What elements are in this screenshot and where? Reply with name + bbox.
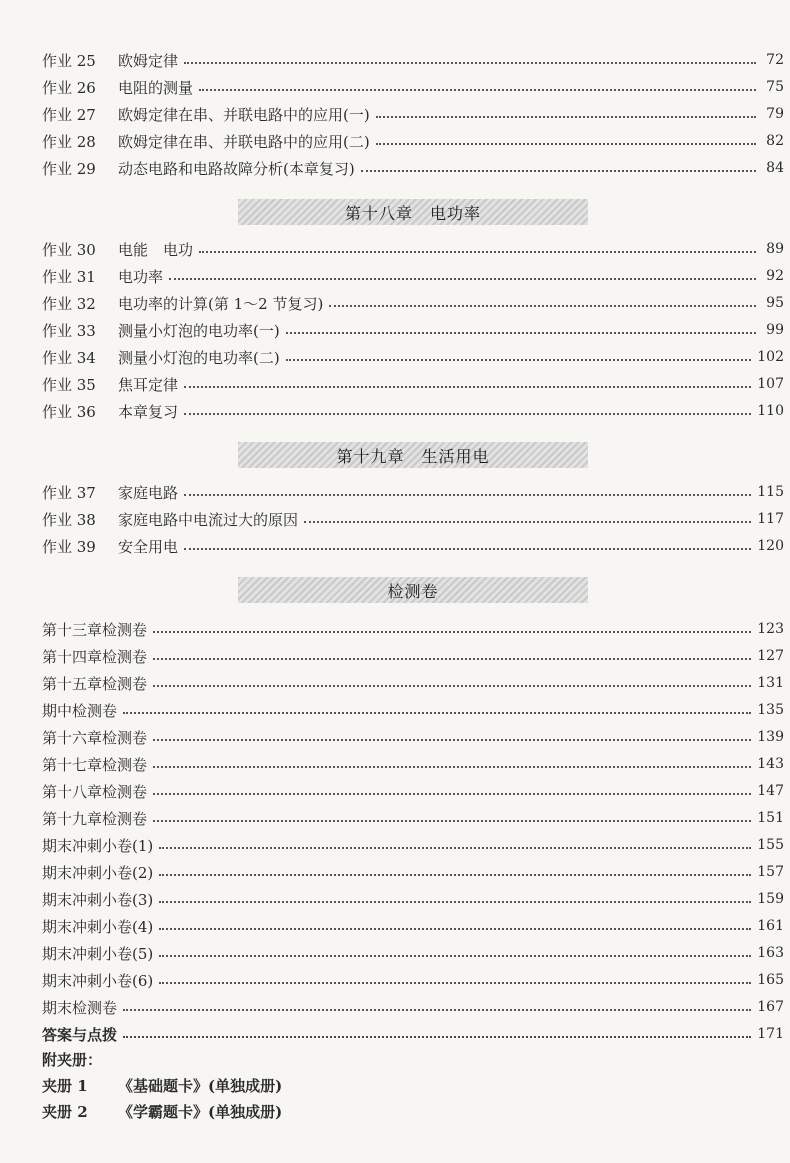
entry-page: 155 <box>757 837 784 853</box>
entry-number: 作业 37 <box>42 483 96 502</box>
dot-leader <box>184 412 751 415</box>
appendix-item <box>42 1098 282 1124</box>
entry-number: 作业 26 <box>42 78 96 97</box>
toc-entry <box>42 913 784 939</box>
entry-number: 作业 38 <box>42 510 96 529</box>
entry-page: 161 <box>757 918 784 934</box>
toc-entry <box>42 778 784 804</box>
entry-title: 欧姆定律在串、并联电路中的应用(一) <box>118 105 370 124</box>
entry-page: 135 <box>757 702 784 718</box>
dot-leader <box>159 954 751 957</box>
dot-leader <box>153 792 751 795</box>
dot-leader <box>199 250 756 253</box>
entry-number: 作业 29 <box>42 159 96 178</box>
chapter-banner: 第十九章 生活用电 <box>238 442 588 468</box>
dot-leader <box>304 520 751 523</box>
entry-page: 110 <box>757 403 784 419</box>
dot-leader <box>199 88 756 91</box>
toc-entry <box>42 479 784 505</box>
entry-number: 作业 31 <box>42 267 96 286</box>
entry-title: 期末冲刺小卷(4) <box>42 917 154 936</box>
toc-entry <box>42 886 784 912</box>
entry-page: 151 <box>757 810 784 826</box>
appendix-title: 《基础题卡》(单独成册) <box>118 1076 283 1095</box>
entry-page: 79 <box>766 106 784 122</box>
entry-title: 电能 电功 <box>118 240 194 259</box>
dot-leader <box>159 981 751 984</box>
appendix-title: 《学霸题卡》(单独成册) <box>118 1102 283 1121</box>
dot-leader <box>153 630 751 633</box>
entry-title: 焦耳定律 <box>118 375 179 394</box>
entry-page: 165 <box>757 972 784 988</box>
dot-leader <box>159 900 751 903</box>
entry-number: 作业 33 <box>42 321 96 340</box>
toc-entry <box>42 371 784 397</box>
toc-entry <box>42 832 784 858</box>
dot-leader <box>123 711 751 714</box>
entry-number: 作业 32 <box>42 294 96 313</box>
entry-page: 82 <box>766 133 784 149</box>
entry-page: 147 <box>757 783 784 799</box>
entry-page: 102 <box>757 349 784 365</box>
appendix-label: 夹册 2 <box>42 1102 88 1121</box>
toc-entry <box>42 74 784 100</box>
toc-entry <box>42 805 784 831</box>
toc-entry <box>42 697 784 723</box>
entry-title: 期末冲刺小卷(3) <box>42 890 154 909</box>
entry-page: 131 <box>757 675 784 691</box>
entry-title: 电功率的计算(第 1～2 节复习) <box>118 294 324 313</box>
entry-page: 167 <box>757 999 784 1015</box>
entry-title: 第十五章检测卷 <box>42 674 148 693</box>
entry-number: 作业 27 <box>42 105 96 124</box>
entry-page: 139 <box>757 729 784 745</box>
entry-title: 本章复习 <box>118 402 179 421</box>
entry-title: 家庭电路中电流过大的原因 <box>118 510 299 529</box>
dot-leader <box>169 277 756 280</box>
dot-leader <box>159 873 751 876</box>
dot-leader <box>159 846 751 849</box>
entry-title: 答案与点拨 <box>42 1025 118 1044</box>
dot-leader <box>123 1008 751 1011</box>
dot-leader <box>376 115 756 118</box>
toc-entry <box>42 155 784 181</box>
dot-leader <box>153 657 751 660</box>
entry-title: 动态电路和电路故障分析(本章复习) <box>118 159 355 178</box>
entry-title: 安全用电 <box>118 537 179 556</box>
entry-page: 99 <box>766 322 784 338</box>
toc-entry <box>42 101 784 127</box>
dot-leader <box>286 358 752 361</box>
entry-page: 159 <box>757 891 784 907</box>
entry-page: 143 <box>757 756 784 772</box>
toc-entry <box>42 47 784 73</box>
entry-title: 期中检测卷 <box>42 701 118 720</box>
toc-entry <box>42 751 784 777</box>
toc-entry <box>42 967 784 993</box>
appendix-heading: 附夹册： <box>42 1050 103 1069</box>
entry-page: 115 <box>757 484 784 500</box>
chapter-banner: 第十八章 电功率 <box>238 199 588 225</box>
dot-leader <box>184 61 756 64</box>
entry-title: 家庭电路 <box>118 483 179 502</box>
entry-number: 作业 34 <box>42 348 96 367</box>
entry-number: 作业 36 <box>42 402 96 421</box>
dot-leader <box>184 493 751 496</box>
entry-number: 作业 35 <box>42 375 96 394</box>
entry-page: 89 <box>766 241 784 257</box>
entry-page: 120 <box>757 538 784 554</box>
toc-entry <box>42 940 784 966</box>
dot-leader <box>361 169 756 172</box>
dot-leader <box>286 331 756 334</box>
dot-leader <box>184 547 751 550</box>
entry-title: 第十三章检测卷 <box>42 620 148 639</box>
entry-title: 期末冲刺小卷(1) <box>42 836 154 855</box>
toc-entry <box>42 128 784 154</box>
entry-page: 127 <box>757 648 784 664</box>
toc-entry <box>42 317 784 343</box>
dot-leader <box>153 819 751 822</box>
dot-leader <box>329 304 756 307</box>
entry-page: 123 <box>757 621 784 637</box>
dot-leader <box>123 1035 751 1038</box>
toc-entry-answers <box>42 1021 784 1047</box>
toc-entry <box>42 263 784 289</box>
entry-title: 期末检测卷 <box>42 998 118 1017</box>
entry-title: 电功率 <box>118 267 164 286</box>
entry-title: 测量小灯泡的电功率(二) <box>118 348 280 367</box>
toc-entry <box>42 994 784 1020</box>
toc-entry <box>42 236 784 262</box>
toc-entry <box>42 670 784 696</box>
entry-number: 作业 25 <box>42 51 96 70</box>
entry-page: 84 <box>766 160 784 176</box>
entry-title: 电阻的测量 <box>118 78 194 97</box>
toc-entry <box>42 506 784 532</box>
toc-entry <box>42 616 784 642</box>
entry-title: 第十四章检测卷 <box>42 647 148 666</box>
entry-title: 第十七章检测卷 <box>42 755 148 774</box>
entry-title: 期末冲刺小卷(2) <box>42 863 154 882</box>
dot-leader <box>376 142 756 145</box>
entry-page: 163 <box>757 945 784 961</box>
entry-title: 第十八章检测卷 <box>42 782 148 801</box>
entry-page: 75 <box>766 79 784 95</box>
tests-banner: 检测卷 <box>238 577 588 603</box>
toc-entry <box>42 398 784 424</box>
dot-leader <box>153 738 751 741</box>
toc-entry <box>42 724 784 750</box>
dot-leader <box>159 927 751 930</box>
toc-entry <box>42 533 784 559</box>
entry-page: 95 <box>766 295 784 311</box>
entry-page: 171 <box>757 1026 784 1042</box>
entry-page: 157 <box>757 864 784 880</box>
toc-entry <box>42 344 784 370</box>
toc-entry <box>42 643 784 669</box>
entry-number: 作业 39 <box>42 537 96 556</box>
entry-title: 测量小灯泡的电功率(一) <box>118 321 280 340</box>
dot-leader <box>153 765 751 768</box>
toc-entry <box>42 859 784 885</box>
entry-title: 欧姆定律在串、并联电路中的应用(二) <box>118 132 370 151</box>
appendix-label: 夹册 1 <box>42 1076 88 1095</box>
appendix-item <box>42 1072 282 1098</box>
entry-page: 92 <box>766 268 784 284</box>
entry-page: 107 <box>757 376 784 392</box>
entry-title: 欧姆定律 <box>118 51 179 70</box>
toc-entry <box>42 290 784 316</box>
entry-number: 作业 28 <box>42 132 96 151</box>
dot-leader <box>184 385 751 388</box>
entry-title: 第十六章检测卷 <box>42 728 148 747</box>
entry-title: 期末冲刺小卷(6) <box>42 971 154 990</box>
dot-leader <box>153 684 751 687</box>
entry-title: 第十九章检测卷 <box>42 809 148 828</box>
entry-page: 117 <box>757 511 784 527</box>
entry-page: 72 <box>766 52 784 68</box>
entry-number: 作业 30 <box>42 240 96 259</box>
entry-title: 期末冲刺小卷(5) <box>42 944 154 963</box>
